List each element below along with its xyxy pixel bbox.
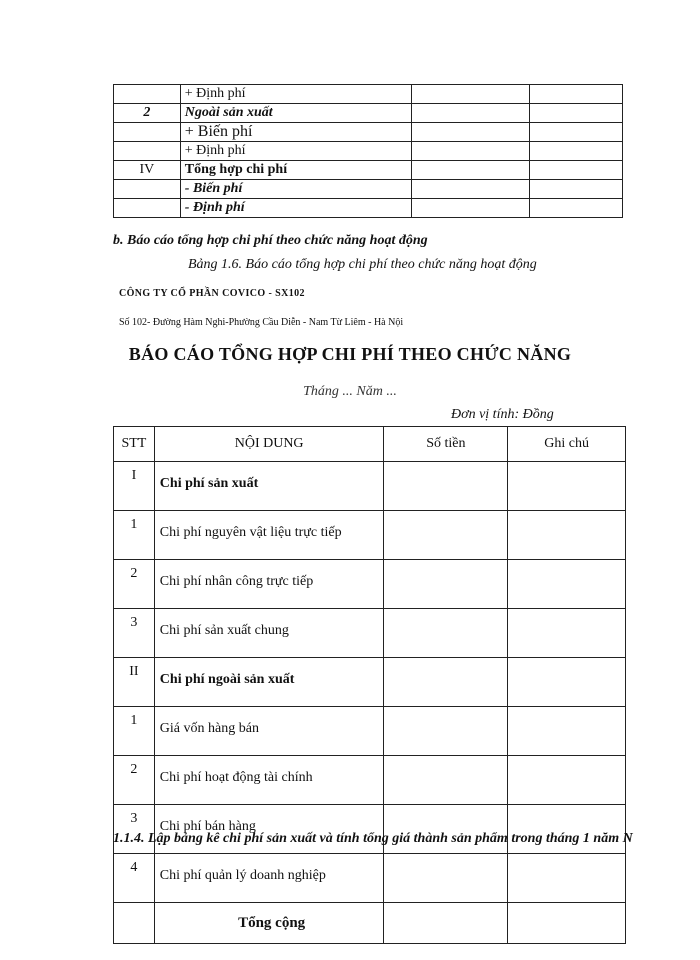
- table-row: [114, 462, 626, 511]
- amount-cell: [411, 104, 529, 123]
- stt-cell: 1: [114, 511, 155, 560]
- table-row: [114, 511, 626, 560]
- stt-cell: [114, 199, 181, 218]
- content-cell: Chi phí quản lý doanh nghiệp: [154, 854, 384, 903]
- table-row: [114, 560, 626, 609]
- table-row: [114, 199, 623, 218]
- amount-cell: [411, 85, 529, 104]
- table-row: [114, 85, 623, 104]
- section-heading: 1.1.4. Lập bảng kê chi phí sản xuất và tính tổng giá thành sản phẩm trong tháng 1 năm N: [113, 831, 633, 846]
- content-cell: + Biến phí: [180, 123, 411, 142]
- content-cell: Giá vốn hàng bán: [154, 707, 384, 756]
- table-row: [114, 658, 626, 707]
- content-cell: Chi phí sản xuất: [154, 462, 384, 511]
- stt-cell: IV: [114, 161, 181, 180]
- amount-cell: [384, 707, 508, 756]
- stt-cell: [114, 903, 155, 944]
- report-period: Tháng ... Năm ...: [303, 384, 397, 399]
- content-cell: Chi phí hoạt động tài chính: [154, 756, 384, 805]
- note-cell: [508, 756, 626, 805]
- table-row: [114, 180, 623, 199]
- table-row: [114, 609, 626, 658]
- note-cell: [508, 903, 626, 944]
- content-cell: Chi phí ngoài sản xuất: [154, 658, 384, 707]
- content-cell: + Định phí: [180, 142, 411, 161]
- amount-cell: [411, 161, 529, 180]
- content-cell: - Biến phí: [180, 180, 411, 199]
- stt-cell: II: [114, 658, 155, 707]
- total-row: [114, 903, 626, 944]
- table-caption: Bảng 1.6. Báo cáo tổng hợp chi phí theo chức năng hoạt động: [188, 257, 537, 272]
- amount-cell: [384, 560, 508, 609]
- note-cell: [530, 180, 623, 199]
- amount-cell: [384, 903, 508, 944]
- note-cell: [508, 609, 626, 658]
- note-cell: [508, 462, 626, 511]
- amount-cell: [384, 756, 508, 805]
- table-row: [114, 104, 623, 123]
- stt-cell: 2: [114, 560, 155, 609]
- amount-cell: [411, 123, 529, 142]
- content-cell: - Định phí: [180, 199, 411, 218]
- table-row: [114, 854, 626, 903]
- amount-cell: [384, 658, 508, 707]
- cost-report-table: [113, 426, 626, 944]
- note-cell: [530, 161, 623, 180]
- note-cell: [530, 104, 623, 123]
- note-cell: [530, 123, 623, 142]
- note-cell: [530, 85, 623, 104]
- company-name: CÔNG TY CỔ PHẦN COVICO - SX102: [119, 288, 305, 299]
- note-cell: [530, 142, 623, 161]
- note-cell: [508, 707, 626, 756]
- header-content: NỘI DUNG: [154, 427, 384, 462]
- stt-cell: 2: [114, 756, 155, 805]
- table-row: [114, 142, 623, 161]
- stt-cell: [114, 85, 181, 104]
- amount-cell: [411, 199, 529, 218]
- stt-cell: [114, 180, 181, 199]
- note-cell: [508, 854, 626, 903]
- note-cell: [508, 560, 626, 609]
- stt-cell: 4: [114, 854, 155, 903]
- stt-cell: [114, 142, 181, 161]
- content-cell: Tổng hợp chi phí: [180, 161, 411, 180]
- content-cell: + Định phí: [180, 85, 411, 104]
- stt-cell: 2: [114, 104, 181, 123]
- stt-cell: [114, 123, 181, 142]
- content-cell: Chi phí sản xuất chung: [154, 609, 384, 658]
- amount-cell: [384, 854, 508, 903]
- stt-cell: 3: [114, 805, 155, 854]
- stt-cell: I: [114, 462, 155, 511]
- section-title: b. Báo cáo tổng hợp chi phí theo chức năng hoạt động: [113, 233, 428, 248]
- table-row: [114, 161, 623, 180]
- amount-cell: [411, 142, 529, 161]
- content-cell: Chi phí nguyên vật liệu trực tiếp: [154, 511, 384, 560]
- stt-cell: 3: [114, 609, 155, 658]
- amount-cell: [384, 462, 508, 511]
- table-row: [114, 756, 626, 805]
- amount-cell: [384, 511, 508, 560]
- header-note: Ghi chú: [508, 427, 626, 462]
- total-label: Tổng cộng: [154, 903, 384, 944]
- table-row: [114, 123, 623, 142]
- note-cell: [508, 511, 626, 560]
- table-row: [114, 707, 626, 756]
- amount-cell: [384, 609, 508, 658]
- note-cell: [530, 199, 623, 218]
- continuation-table: [113, 84, 623, 218]
- amount-cell: [411, 180, 529, 199]
- company-address: Số 102- Đường Hàm Nghi-Phường Cầu Diễn - Nam Từ Liêm - Hà Nội: [119, 317, 404, 328]
- content-cell: Chi phí bán hàng: [154, 805, 384, 854]
- table-header-row: [114, 427, 626, 462]
- stt-cell: 1: [114, 707, 155, 756]
- currency-unit: Đơn vị tính: Đồng: [451, 407, 554, 422]
- content-cell: Ngoài sản xuất: [180, 104, 411, 123]
- note-cell: [508, 658, 626, 707]
- report-title: BÁO CÁO TỔNG HỢP CHI PHÍ THEO CHỨC NĂNG: [128, 344, 572, 364]
- header-amount: Số tiền: [384, 427, 508, 462]
- content-cell: Chi phí nhân công trực tiếp: [154, 560, 384, 609]
- header-stt: STT: [114, 427, 155, 462]
